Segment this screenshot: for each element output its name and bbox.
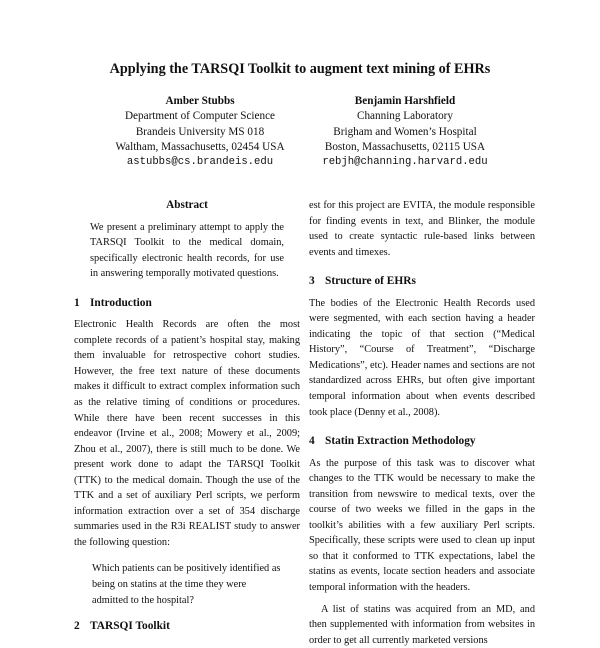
- research-question: Which patients can be positively identified as being on statins at the time they were admitted to the hospital?: [92, 563, 281, 606]
- paper-title: Applying the TARSQI Toolkit to augment text mining of EHRs: [109, 61, 491, 77]
- author-name: Benjamin Harshfield: [354, 95, 456, 107]
- section-number: 4: [309, 435, 315, 448]
- section-number: 2: [74, 620, 80, 633]
- author-affiliation: Department of Computer Science: [124, 110, 276, 123]
- section-heading-statin: [309, 434, 535, 450]
- author-affiliation: Channing Laboratory: [356, 110, 453, 123]
- section-title: Introduction: [90, 296, 152, 309]
- section-title: TARSQI Toolkit: [90, 620, 170, 633]
- tarsqi-continuation: est for this project are EVITA, the module responsible for finding events in text, and Blinker, the module used to create syntactic rule-based links between events and timexes.: [309, 200, 535, 258]
- section-heading-introduction: [74, 296, 300, 312]
- statin-paragraph-1: As the purpose of this task was to discover what changes to the TTK would be necessary to make the transition from newswire to medical texts, over the course of two weeks we filled in the gaps in the toolkit’s abilities with a few auxiliary Perl scripts. Specifically, these scripts were used to clean up input so that it conformed to TTK expectations, label the statins as events, locate section headers and associate temporal information with the headers.: [309, 457, 535, 594]
- author-email: rebjh@channing.harvard.edu: [322, 156, 488, 169]
- introduction-paragraph: Electronic Health Records are often the most complete records of a patient’s hospital stay, making them invaluable for retrospective cohort studies. However, the free text nature of these documents makes it difficult to extract complex information such as the relative timing of conditions or procedures. While there have been recent successes in this endeavor (Irvine et al., 2008; Mowery et al., 2009; Zhou et al., 2007), there is still much to be done. We present work done to adapt the TARSQI Toolkit (TTK) to the medical domain. Though the use of the TTK and a set of auxiliary Perl scripts, we perform information extraction over a set of 354 discharge summaries used in the R3i REALIST study to answer the following question:: [74, 319, 300, 548]
- structure-paragraph: The bodies of the Electronic Health Records used were segmented, with each section having a header indicating the topic of that section (“Medical History”, “Course of Treatment”, “Discharge Medications”, etc). Header names and sections are not standardized across EHRs, but often give important temporal information about when events described took place (Denny et al., 2008).: [309, 297, 535, 418]
- author-affiliation: Boston, Massachusetts, 02115 USA: [324, 140, 486, 153]
- author-block-2: [300, 94, 510, 170]
- section-number: 3: [309, 275, 315, 288]
- section-number: 1: [74, 296, 80, 309]
- author-name: Amber Stubbs: [165, 95, 235, 107]
- author-block-1: [95, 94, 305, 170]
- author-email: astubbs@cs.brandeis.edu: [126, 156, 274, 169]
- statin-paragraph-2: A list of statins was acquired from an MD, and then supplemented with information from websites in order to get all currently marketed versions: [309, 603, 535, 646]
- section-title: Structure of EHRs: [325, 275, 416, 288]
- left-column: [74, 198, 300, 641]
- abstract-heading: Abstract: [166, 199, 208, 211]
- author-affiliation: Brandeis University MS 018: [135, 125, 265, 138]
- section-heading-tarsqi: [74, 619, 300, 635]
- right-column: [309, 198, 535, 648]
- abstract-text: We present a preliminary attempt to apply the TARSQI Toolkit to the medical domain, specifically electronic health records, for use in answering temporally motivated questions.: [90, 221, 284, 280]
- section-heading-structure: [309, 274, 535, 290]
- section-title: Statin Extraction Methodology: [325, 435, 476, 448]
- author-affiliation: Brigham and Women’s Hospital: [333, 125, 477, 138]
- author-affiliation: Waltham, Massachusetts, 02454 USA: [115, 140, 285, 153]
